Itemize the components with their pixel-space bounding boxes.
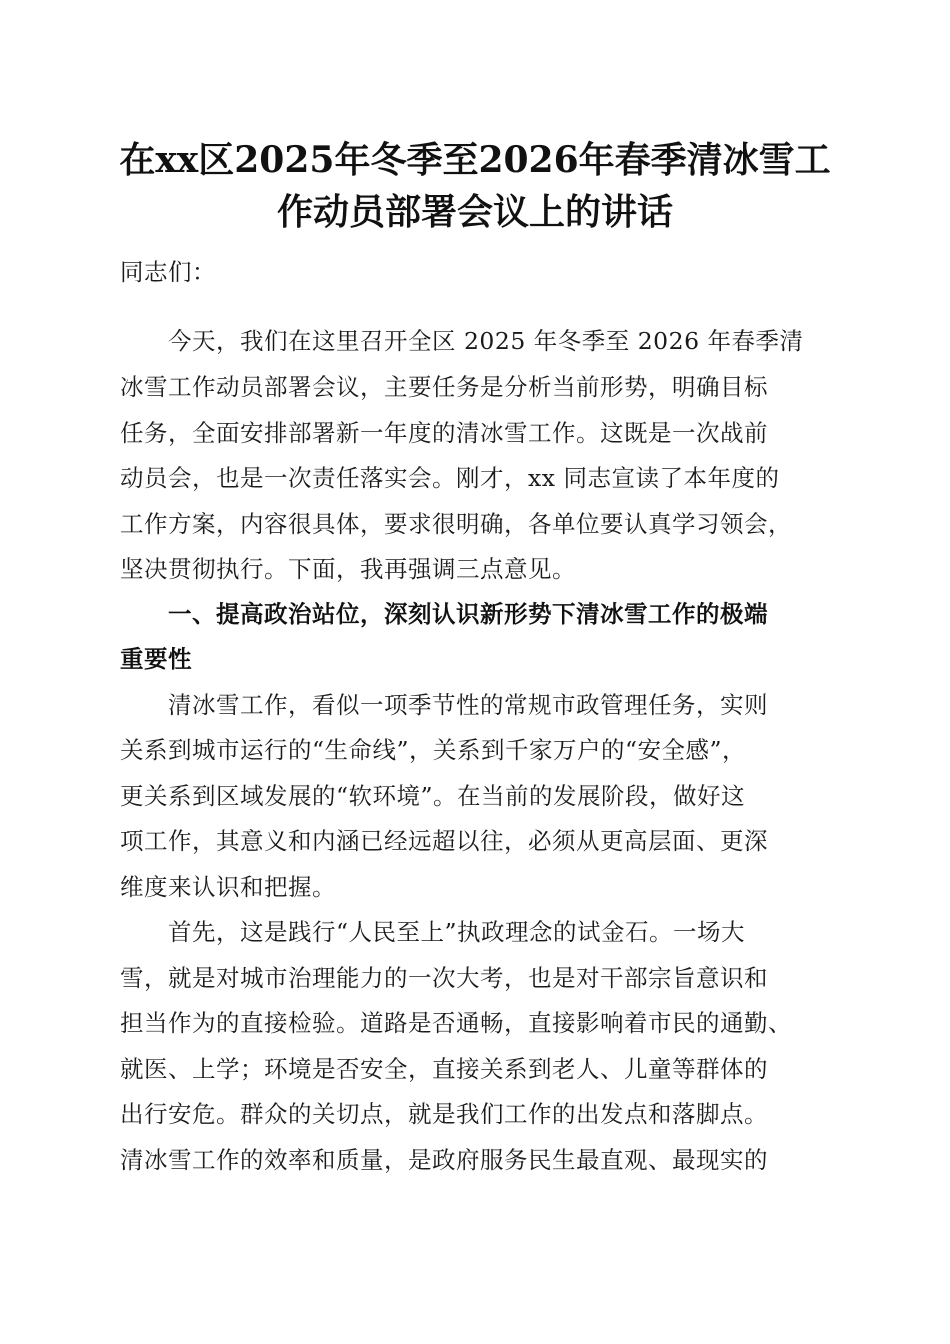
paragraph-3-line-3: 担当作为的直接检验。道路是否通畅，直接影响着市民的通勤、 (120, 1009, 792, 1037)
paragraph-3-line-2: 雪，就是对城市治理能力的一次大考，也是对干部宗旨意识和 (120, 964, 768, 992)
paragraph-3-line-6: 清冰雪工作的效率和质量，是政府服务民生最直观、最现实的 (120, 1146, 768, 1174)
paragraph-2-line-3: 更关系到区域发展的“软环境”。在当前的发展阶段，做好这 (120, 782, 746, 810)
paragraph-3-line-5: 出行安危。群众的关切点，就是我们工作的出发点和落脚点。 (120, 1100, 768, 1128)
paragraph-1-line-5: 工作方案，内容很具体，要求很明确，各单位要认真学习领会， (120, 510, 792, 538)
paragraph-1-line-6: 坚决贯彻执行。下面，我再强调三点意见。 (120, 555, 576, 583)
paragraph-1-line-4: 动员会，也是一次责任落实会。刚才，xx 同志宣读了本年度的 (120, 464, 780, 492)
document-title-line-1: 在xx区2025年冬季至2026年春季清冰雪工 (119, 139, 831, 181)
paragraph-1-line-3: 任务，全面安排部署新一年度的清冰雪工作。这既是一次战前 (120, 419, 768, 447)
paragraph-1-line-2: 冰雪工作动员部署会议，主要任务是分析当前形势，明确目标 (120, 373, 768, 401)
paragraph-2-line-4: 项工作，其意义和内涵已经远超以往，必须从更高层面、更深 (120, 827, 768, 855)
paragraph-3-line-4: 就医、上学；环境是否安全，直接关系到老人、儿童等群体的 (120, 1055, 768, 1083)
paragraph-1-line-1: 今天，我们在这里召开全区 2025 年冬季至 2026 年春季清 (168, 327, 804, 355)
document-title-line-2: 作动员部署会议上的讲话 (276, 191, 673, 233)
paragraph-2-line-5: 维度来认识和把握。 (120, 873, 336, 901)
paragraph-3-line-1: 首先，这是践行“人民至上”执政理念的试金石。一场大 (168, 918, 746, 946)
paragraph-2-line-2: 关系到城市运行的“生命线”，关系到千家万户的“安全感”， (120, 736, 747, 764)
section-heading-1-line-2: 重要性 (120, 645, 192, 673)
section-heading-1-line-1: 一、提高政治站位，深刻认识新形势下清冰雪工作的极端 (168, 600, 768, 628)
salutation: 同志们： (120, 258, 216, 286)
paragraph-2-line-1: 清冰雪工作，看似一项季节性的常规市政管理任务，实则 (168, 691, 768, 719)
